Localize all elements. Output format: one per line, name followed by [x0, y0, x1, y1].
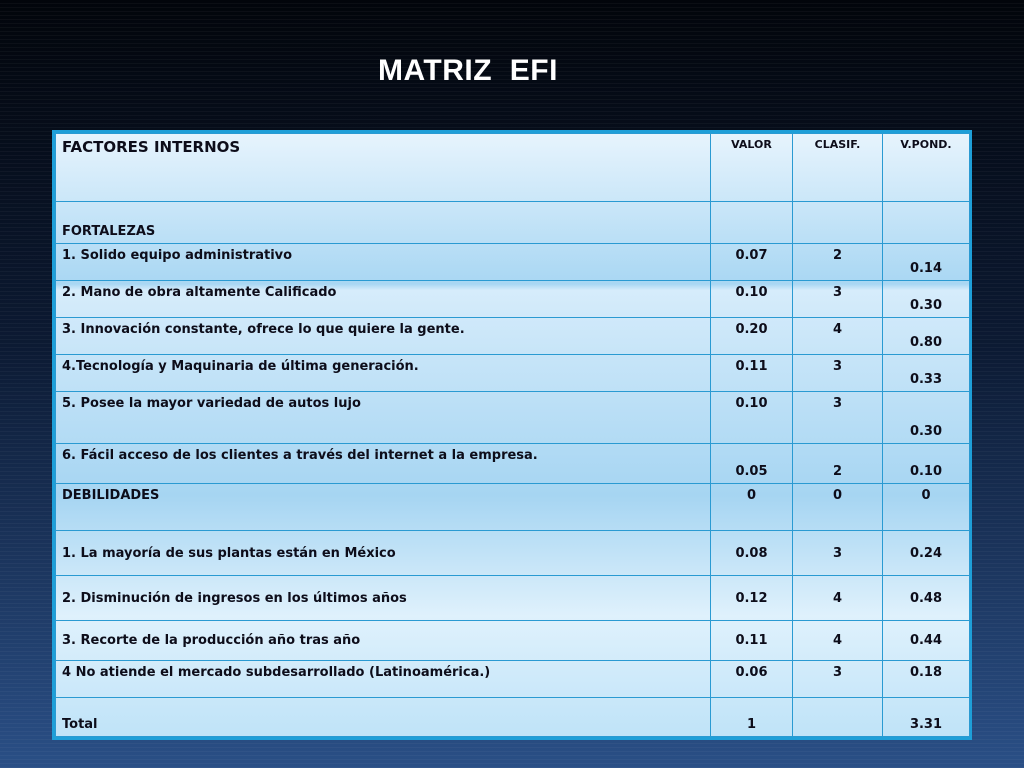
- header-row: [56, 134, 970, 202]
- total-row: [56, 698, 970, 737]
- valor-cell: 0: [711, 484, 793, 531]
- page-title: MATRIZ EFI: [378, 54, 558, 87]
- factor-cell: 3. Innovación constante, ofrece lo que quiere la gente.: [56, 318, 711, 355]
- vpond-cell: 0.30: [883, 281, 970, 318]
- vpond-cell: 0.33: [883, 355, 970, 392]
- clasif-cell: 3: [793, 392, 883, 444]
- table-row: [56, 621, 970, 661]
- valor-cell: 0.08: [711, 531, 793, 576]
- table-row: [56, 318, 970, 355]
- table-row: [56, 444, 970, 484]
- table-row: [56, 531, 970, 576]
- vpond-cell: 0.44: [883, 621, 970, 661]
- total-vpond: 3.31: [883, 698, 970, 737]
- efi-matrix-table: [52, 130, 972, 740]
- valor-cell: 0.10: [711, 392, 793, 444]
- vpond-cell: 0.30: [883, 392, 970, 444]
- header-factores: FACTORES INTERNOS: [56, 134, 711, 202]
- factor-cell: 2. Disminución de ingresos en los últimos años: [56, 576, 711, 621]
- vpond-cell: 0.14: [883, 244, 970, 281]
- clasif-cell: 4: [793, 621, 883, 661]
- clasif-cell: 3: [793, 281, 883, 318]
- total-valor: 1: [711, 698, 793, 737]
- header-valor: VALOR: [711, 134, 793, 202]
- factor-cell: 4 No atiende el mercado subdesarrollado (Latinoamérica.): [56, 661, 711, 698]
- vpond-cell: 0.80: [883, 318, 970, 355]
- valor-cell: 0.07: [711, 244, 793, 281]
- table-row: [56, 392, 970, 444]
- table-row: [56, 244, 970, 281]
- factor-cell: 4.Tecnología y Maquinaria de última generación.: [56, 355, 711, 392]
- vpond-cell: 0.10: [883, 444, 970, 484]
- factor-cell: 5. Posee la mayor variedad de autos lujo: [56, 392, 711, 444]
- fortalezas-row: [56, 202, 970, 244]
- valor-cell: 0.11: [711, 621, 793, 661]
- table-row: [56, 576, 970, 621]
- vpond-cell: 0.48: [883, 576, 970, 621]
- clasif-cell: 2: [793, 244, 883, 281]
- vpond-cell: 0.18: [883, 661, 970, 698]
- debilidades-row: [56, 484, 970, 531]
- clasif-cell: 0: [793, 484, 883, 531]
- debilidades-label: DEBILIDADES: [56, 484, 711, 531]
- clasif-cell: 3: [793, 355, 883, 392]
- header-clasif: CLASIF.: [793, 134, 883, 202]
- factor-cell: 6. Fácil acceso de los clientes a través del internet a la empresa.: [56, 444, 711, 484]
- clasif-cell: 4: [793, 318, 883, 355]
- table-row: [56, 661, 970, 698]
- total-label: Total: [56, 698, 711, 737]
- clasif-cell: 2: [793, 444, 883, 484]
- table-row: [56, 355, 970, 392]
- table-row: [56, 281, 970, 318]
- header-vpond: V.POND.: [883, 134, 970, 202]
- factor-cell: 3. Recorte de la producción año tras año: [56, 621, 711, 661]
- clasif-cell: 3: [793, 531, 883, 576]
- factor-cell: 2. Mano de obra altamente Calificado: [56, 281, 711, 318]
- valor-cell: 0.20: [711, 318, 793, 355]
- clasif-cell: 3: [793, 661, 883, 698]
- valor-cell: 0.11: [711, 355, 793, 392]
- valor-cell: 0.10: [711, 281, 793, 318]
- vpond-cell: 0: [883, 484, 970, 531]
- valor-cell: 0.06: [711, 661, 793, 698]
- vpond-cell: 0.24: [883, 531, 970, 576]
- factor-cell: 1. La mayoría de sus plantas están en México: [56, 531, 711, 576]
- valor-cell: 0.05: [711, 444, 793, 484]
- valor-cell: 0.12: [711, 576, 793, 621]
- clasif-cell: 4: [793, 576, 883, 621]
- fortalezas-label: FORTALEZAS: [56, 202, 711, 244]
- factor-cell: 1. Solido equipo administrativo: [56, 244, 711, 281]
